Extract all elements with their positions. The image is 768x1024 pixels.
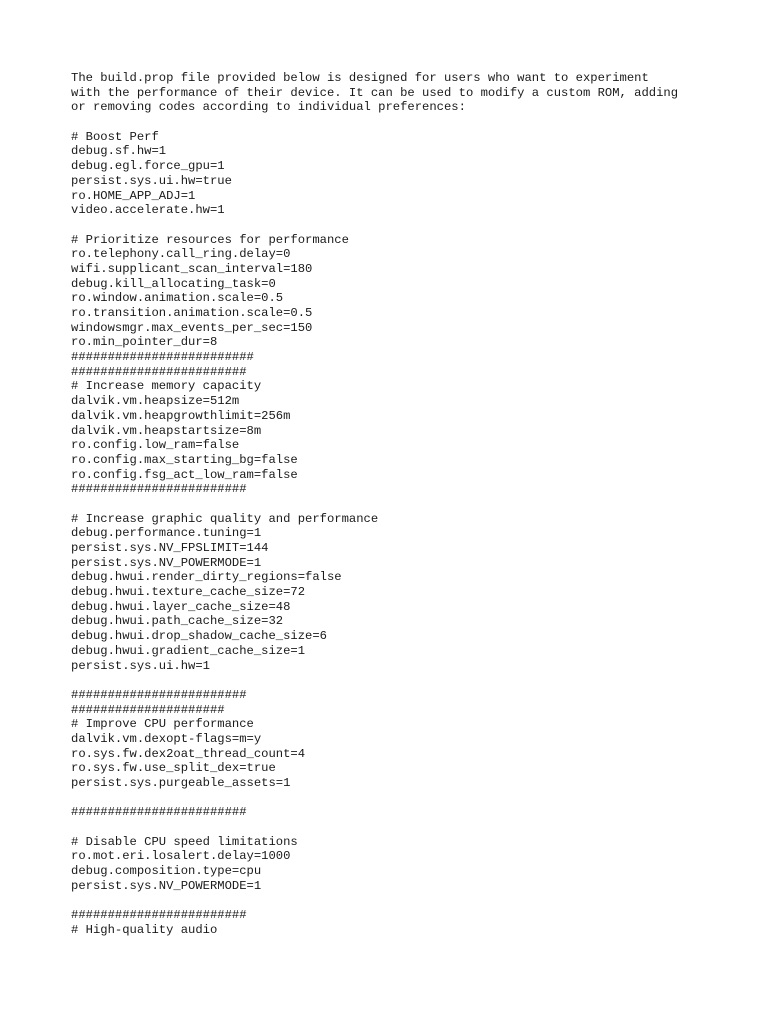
property-line: ro.config.fsg_act_low_ram=false [71, 467, 298, 482]
property-line: ro.min_pointer_dur=8 [71, 335, 218, 350]
separator-line: ######################## [71, 364, 247, 379]
section-heading: # High-quality audio [71, 922, 218, 937]
property-line: ro.config.low_ram=false [71, 438, 240, 453]
property-line: ro.window.animation.scale=0.5 [71, 291, 284, 306]
separator-line: ######################## [71, 805, 247, 820]
property-line: windowsmgr.max_events_per_sec=150 [71, 320, 313, 335]
property-line: dalvik.vm.heapsize=512m [71, 394, 240, 409]
blank-line [71, 115, 721, 130]
section-heading: # Increase memory capacity [71, 379, 262, 394]
property-line: persist.sys.NV_POWERMODE=1 [71, 555, 262, 570]
separator-line: ######################## [71, 908, 247, 923]
section-heading: # Improve CPU performance [71, 717, 254, 732]
blank-line [71, 497, 721, 512]
property-line: wifi.supplicant_scan_interval=180 [71, 261, 313, 276]
property-line: ro.HOME_APP_ADJ=1 [71, 188, 196, 203]
property-line: debug.hwui.render_dirty_regions=false [71, 570, 342, 585]
blank-line [71, 791, 721, 806]
property-line: persist.sys.purgeable_assets=1 [71, 776, 291, 790]
separator-line: ######################## [71, 687, 247, 702]
property-line: persist.sys.ui.hw=1 [71, 658, 210, 673]
document-body [71, 71, 721, 938]
property-line: ro.transition.animation.scale=0.5 [71, 306, 313, 320]
property-line: debug.hwui.path_cache_size=32 [71, 614, 284, 629]
blank-line [71, 673, 721, 688]
property-line: persist.sys.ui.hw=true [71, 173, 232, 188]
intro-text-line: The build.prop file provided below is designed for users who want to experiment [71, 71, 649, 85]
property-line: persist.sys.NV_POWERMODE=1 [71, 878, 262, 893]
property-line: debug.hwui.drop_shadow_cache_size=6 [71, 629, 327, 644]
section-heading: # Prioritize resources for performance [71, 232, 349, 247]
property-line: debug.hwui.gradient_cache_size=1 [71, 643, 306, 658]
property-line: video.accelerate.hw=1 [71, 203, 225, 218]
section-heading: # Boost Perf [71, 129, 159, 144]
property-line: debug.hwui.texture_cache_size=72 [71, 585, 306, 600]
separator-line: ##################### [71, 702, 225, 717]
property-line: debug.hwui.layer_cache_size=48 [71, 599, 291, 614]
separator-line: ######################### [71, 350, 254, 365]
property-line: persist.sys.NV_FPSLIMIT=144 [71, 541, 269, 555]
property-line: debug.performance.tuning=1 [71, 526, 262, 541]
separator-line: ######################## [71, 482, 247, 497]
property-line: debug.kill_allocating_task=0 [71, 276, 276, 291]
property-line: ro.telephony.call_ring.delay=0 [71, 247, 291, 262]
property-line: ro.config.max_starting_bg=false [71, 452, 298, 467]
property-line: debug.composition.type=cpu [71, 864, 262, 879]
property-line: ro.sys.fw.use_split_dex=true [71, 761, 276, 776]
intro-text-line: with the performance of their device. It can be used to modify a custom ROM, adding [71, 85, 679, 100]
section-heading: # Increase graphic quality and performance [71, 511, 379, 526]
property-line: debug.sf.hw=1 [71, 144, 167, 159]
property-line: debug.egl.force_gpu=1 [71, 159, 225, 174]
property-line: dalvik.vm.heapgrowthlimit=256m [71, 408, 291, 423]
property-line: ro.mot.eri.losalert.delay=1000 [71, 849, 291, 864]
blank-line [71, 894, 721, 909]
property-line: dalvik.vm.heapstartsize=8m [71, 423, 262, 438]
property-line: dalvik.vm.dexopt-flags=m=y [71, 731, 262, 746]
blank-line [71, 820, 721, 835]
intro-text-line: or removing codes according to individual preferences: [71, 100, 466, 115]
property-line: ro.sys.fw.dex2oat_thread_count=4 [71, 746, 306, 761]
section-heading: # Disable CPU speed limitations [71, 834, 298, 849]
blank-line [71, 218, 721, 233]
